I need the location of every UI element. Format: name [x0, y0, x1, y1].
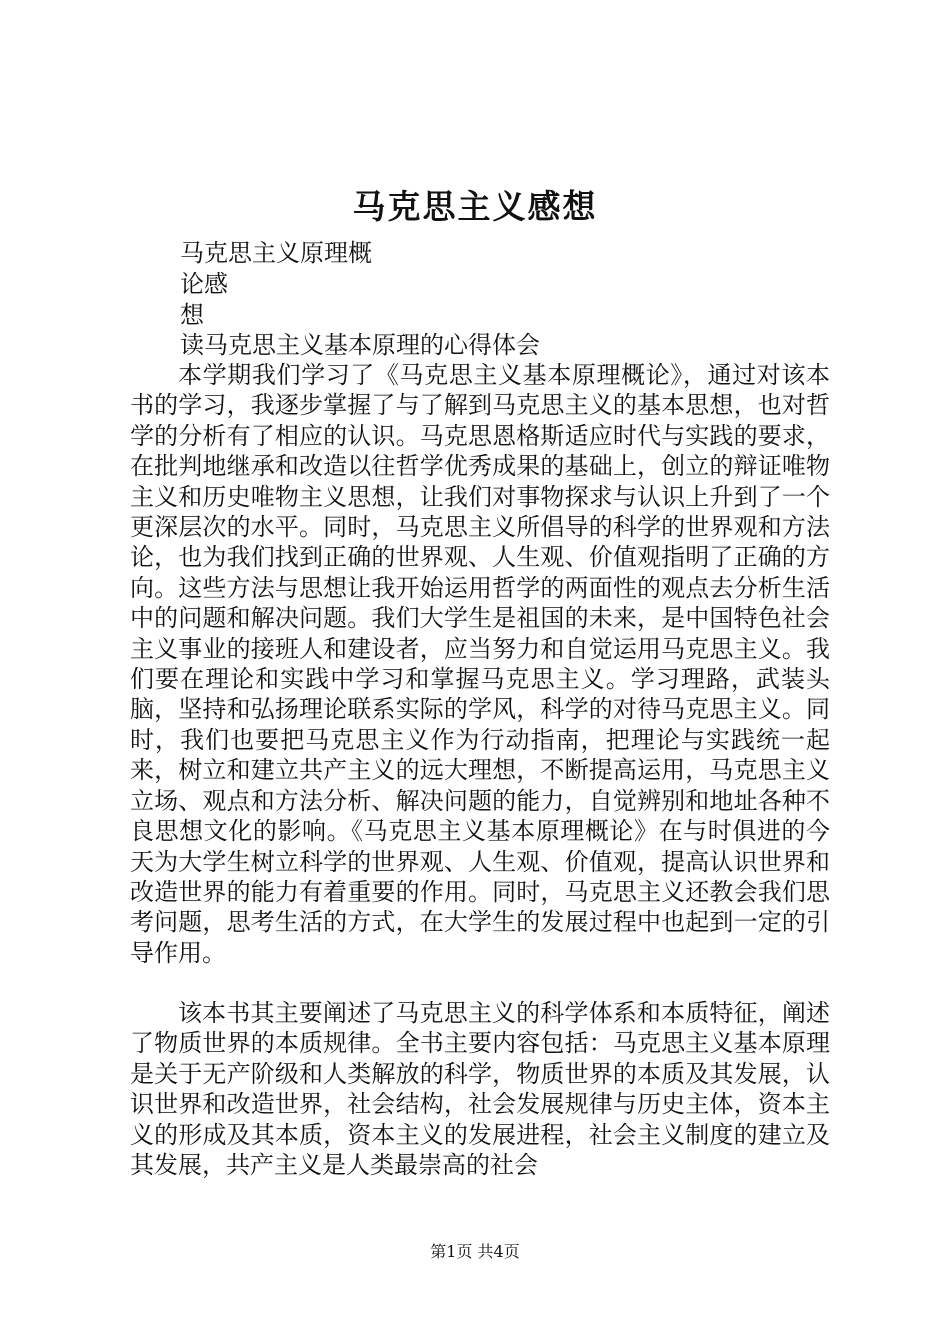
subtitle-line: 读马克思主义基本原理的心得体会 — [180, 331, 540, 359]
heading-line-1: 马克思主义原理概 — [180, 239, 372, 267]
paragraph-2: 该本书其主要阐述了马克思主义的科学体系和本质特征，阐述了物质世界的本质规律。全书主要内容包括：马克思主义基本原理是关于无产阶级和人类解放的科学，物质世界的本质及其发展，认识世界和改造世界，社会结构，社会发展规律与历史主体，资本主义的形成及其本质，资本主义的发展进程，社会主义制度的建立及其发展，共产主义是人类最崇高的社会 — [130, 999, 830, 1180]
heading-line-3: 想 — [180, 301, 204, 329]
heading-line-2: 论感 — [180, 270, 228, 298]
page-footer: 第1页 共4页 — [430, 1242, 520, 1261]
document-title: 马克思主义感想 — [352, 187, 598, 226]
paragraph-1: 本学期我们学习了《马克思主义基本原理概论》，通过对该本书的学习，我逐步掌握了与了解到马克思主义的基本思想，也对哲学的分析有了相应的认识。马克思恩格斯适应时代与实践的要求，在批判地继承和改造以往哲学优秀成果的基础上，创立的辩证唯物主义和历史唯物主义思想，让我们对事物探求与认识上升到了一个更深层次的水平。同时，马克思主义所倡导的科学的世界观和方法论，也为我们找到正确的世界观、人生观、价值观指明了正确的方向。这些方法与思想让我开始运用哲学的两面性的观点去分析生活中的问题和解决问题。我们大学生是祖国的未来，是中国特色社会主义事业的接班人和建设者，应当努力和自觉运用马克思主义。我们要在理论和实践中学习和掌握马克思主义。学习理路，武装头脑，坚持和弘扬理论联系实际的学风，科学的对待马克思主义。同时，我们也要把马克思主义作为行动指南，把理论与实践统一起来，树立和建立共产主义的远大理想，不断提高运用，马克思主义立场、观点和方法分析、解决问题的能力，自觉辨别和地址各种不良思想文化的影响。《马克思主义基本原理概论》在与时俱进的今天为大学生树立科学的世界观、人生观、价值观，提高认识世界和改造世界的能力有着重要的作用。同时，马克思主义还教会我们思考问题，思考生活的方式，在大学生的发展过程中也起到一定的引导作用。 — [130, 361, 830, 967]
